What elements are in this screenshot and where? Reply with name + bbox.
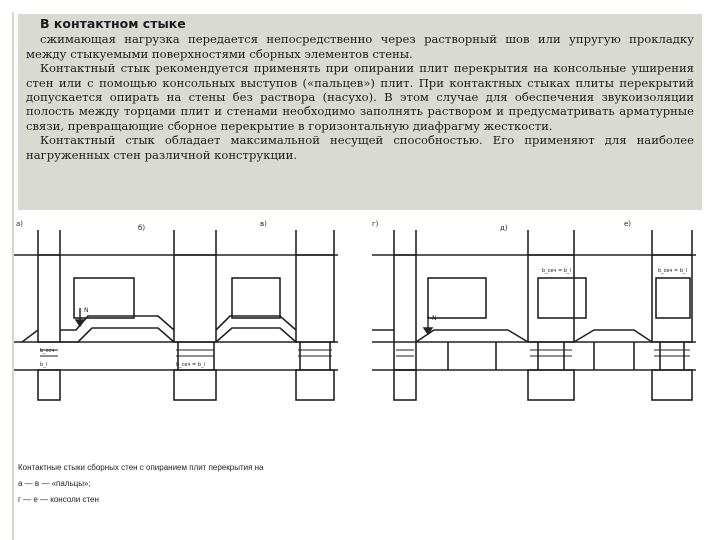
paragraph-3: Контактный стык обладает максимальной несущей способностью. Его применяют для наиболее нагруженных стен различной конструкции. <box>26 133 694 162</box>
scanned-text-panel <box>18 14 702 210</box>
panel-label-a: а) <box>16 220 24 228</box>
dim-label-bsech: b_сеч <box>40 348 55 354</box>
joint-diagram-figure <box>8 212 698 412</box>
caption-line-1: Контактные стыки сборных стен с опиранием плит перекрытия на <box>18 463 264 472</box>
dim-label-eq-e: b_сеч = b_l <box>542 268 571 274</box>
caption-line-2: а — в — «пальцы»; <box>18 479 91 488</box>
panel-label-e: д) <box>500 224 508 232</box>
dim-label-eq-b: b_сеч = b_l <box>176 362 205 368</box>
paragraph-2: Контактный стык рекомендуется применять при опирании плит перекрытия на консольные уширения стен или с помощью консольных выступов («пальцев») плит. При контактных стыках плиты перекрытий допускается опирать на стены без раствора (насухо). В этом случае для обеспечения звукоизоляции полость между торцами плит и стенами необходимо заполнять раствором и предусматривать арматурные связи, превращающие сборное перекрытие в горизонтальную диафрагму жесткости. <box>26 61 694 133</box>
panel-label-c: в) <box>260 220 267 228</box>
joint-diagram <box>8 212 698 412</box>
dim-label-eq-f: b_сеч = b_l <box>658 268 687 274</box>
dim-label-bl: b_l <box>40 362 48 368</box>
figure-caption <box>18 460 518 508</box>
load-label-a: N <box>84 307 89 314</box>
section-heading: В контактном стыке <box>40 16 186 31</box>
caption-line-3: г — е — консоли стен <box>18 495 99 504</box>
panel-label-f: е) <box>624 220 632 228</box>
paragraph-1: сжимающая нагрузка передается непосредственно через растворный шов или упругую прокладку между стыкуемыми поверхностями сборных элементов стены. <box>26 32 694 61</box>
load-label-d: N <box>432 315 437 322</box>
panel-label-d: г) <box>372 220 379 228</box>
panel-label-b: б) <box>138 224 146 232</box>
